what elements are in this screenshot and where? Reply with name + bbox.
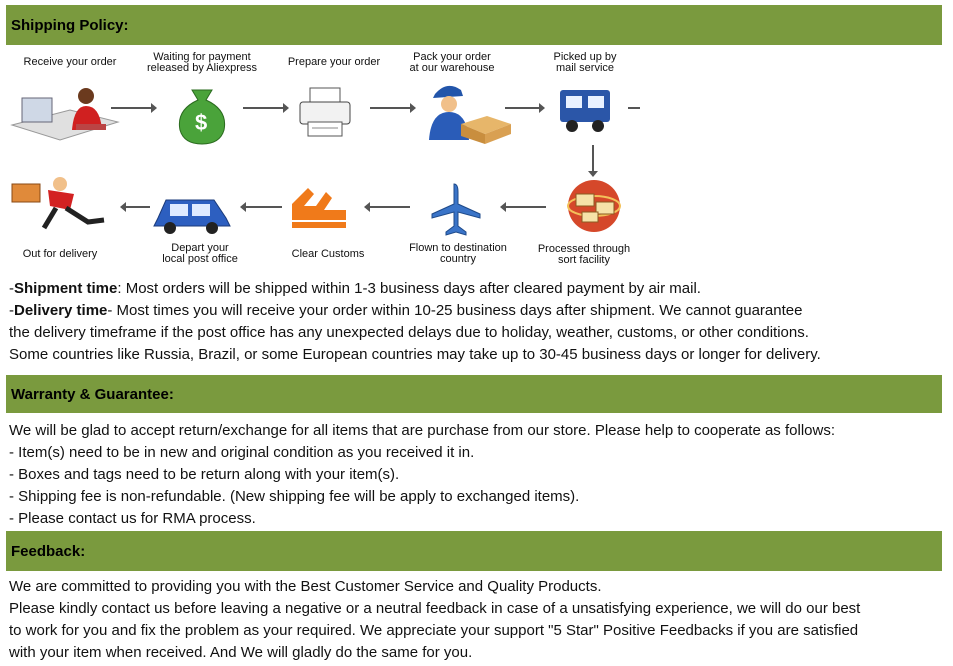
- warranty-line: - Item(s) need to be in new and original condition as you received it in.: [9, 444, 475, 461]
- step-clear-customs: [258, 249, 398, 260]
- warranty-text: [9, 420, 835, 530]
- step-caption: Waiting for payment: [153, 51, 251, 63]
- delivery-timeframe-line: the delivery timeframe if the post office has any unexpected delays due to holiday, weather, customs, or other conditions.: [9, 324, 809, 341]
- step-receive-order: [0, 57, 140, 68]
- step-caption: Pack your order: [413, 51, 491, 63]
- car-icon: [152, 192, 234, 236]
- step-caption: Processed through: [537, 243, 631, 255]
- warranty-line: - Shipping fee is non-refundable. (New shipping fee will be apply to exchanged items).: [9, 488, 580, 505]
- step-caption: sort facility: [558, 254, 610, 266]
- delivery-time-label: Delivery time: [14, 302, 108, 319]
- truck-icon: [558, 86, 614, 136]
- warranty-title: Warranty & Guarantee:: [11, 385, 174, 403]
- feedback-line: to work for you and fix the problem as your required. We appreciate your support "5 Star" Positive Feedbacks if you are satisfied: [9, 622, 859, 639]
- flow-arrow: [126, 206, 150, 208]
- shipment-time-text: : Most orders will be shipped within 1-3 business days after cleared payment by air mail.: [117, 280, 701, 297]
- warranty-header: [6, 375, 942, 413]
- shipment-time-line: -Shipment time: Most orders will be shipped within 1-3 business days after cleared payment by air mail.: [9, 280, 701, 297]
- delivery-time-line: -Delivery time- Most times you will receive your order within 10-25 business days after shipment. We cannot guarantee: [9, 302, 803, 319]
- step-caption: Flown to destination: [409, 242, 507, 254]
- step-out-for-delivery: [0, 249, 130, 260]
- feedback-header: [6, 531, 942, 571]
- step-caption: country: [439, 253, 477, 265]
- airplane-icon: [426, 180, 486, 240]
- customs-icon: [286, 184, 360, 234]
- flow-arrow: [246, 206, 282, 208]
- delivery-time-text: - Most times you will receive your order within 10-25 business days after shipment. We cannot guarantee: [107, 302, 803, 319]
- flow-arrow-stub: [628, 107, 640, 109]
- step-caption: Picked up by: [553, 51, 617, 63]
- flow-arrow: [506, 206, 546, 208]
- shipment-time-label: Shipment time: [14, 280, 118, 297]
- step-depart-post-office: [130, 243, 270, 265]
- warranty-line: We will be glad to accept return/exchange for all items that are purchase from our store. Please help to cooperate as follows:: [9, 422, 835, 439]
- flow-arrow: [370, 107, 410, 109]
- flow-arrow: [505, 107, 539, 109]
- feedback-line: with your item when received. And We will gladly do the same for you.: [9, 644, 473, 661]
- courier-running-icon: [8, 176, 118, 236]
- delivery-countries-line: Some countries like Russia, Brazil, or some European countries may take up to 30-45 business days or longer for delivery.: [9, 346, 821, 363]
- step-caption: Clear Customs: [291, 248, 365, 260]
- step-caption: released by Aliexpress: [146, 62, 258, 74]
- flow-arrow-down: [592, 145, 594, 171]
- step-caption: Receive your order: [23, 56, 117, 68]
- step-processed-sort: [514, 244, 654, 266]
- svg-text:$: $: [195, 110, 208, 135]
- worker-box-icon: [425, 80, 515, 146]
- shipping-policy-header: [6, 5, 942, 45]
- flow-arrow: [370, 206, 410, 208]
- globe-mail-icon: [560, 176, 630, 236]
- step-flown-destination: [388, 243, 528, 265]
- step-caption: Out for delivery: [22, 248, 98, 260]
- shipping-policy-text: [9, 278, 821, 366]
- printer-icon: [296, 84, 356, 144]
- step-pack-order: [382, 52, 522, 74]
- feedback-line: We are committed to providing you with the Best Customer Service and Quality Products.: [9, 578, 602, 595]
- computer-person-icon: [10, 80, 120, 142]
- flow-arrow: [111, 107, 151, 109]
- flow-arrow: [243, 107, 283, 109]
- feedback-title: Feedback:: [11, 542, 86, 560]
- warranty-line: - Boxes and tags need to be return along with your item(s).: [9, 466, 400, 483]
- step-caption: Prepare your order: [287, 56, 381, 68]
- step-caption: at our warehouse: [409, 62, 495, 74]
- shipping-policy-title: Shipping Policy:: [11, 16, 129, 34]
- feedback-text: [9, 576, 860, 664]
- step-caption: mail service: [555, 62, 615, 74]
- step-caption: Depart your: [171, 242, 229, 254]
- step-caption: local post office: [162, 253, 238, 265]
- warranty-line: - Please contact us for RMA process.: [9, 510, 256, 527]
- step-picked-up: [515, 52, 655, 74]
- money-bag-icon: [170, 78, 235, 148]
- step-waiting-payment: [132, 52, 272, 74]
- feedback-line: Please kindly contact us before leaving a negative or a neutral feedback in case of a unsatisfying experience, we will do our best: [9, 600, 861, 617]
